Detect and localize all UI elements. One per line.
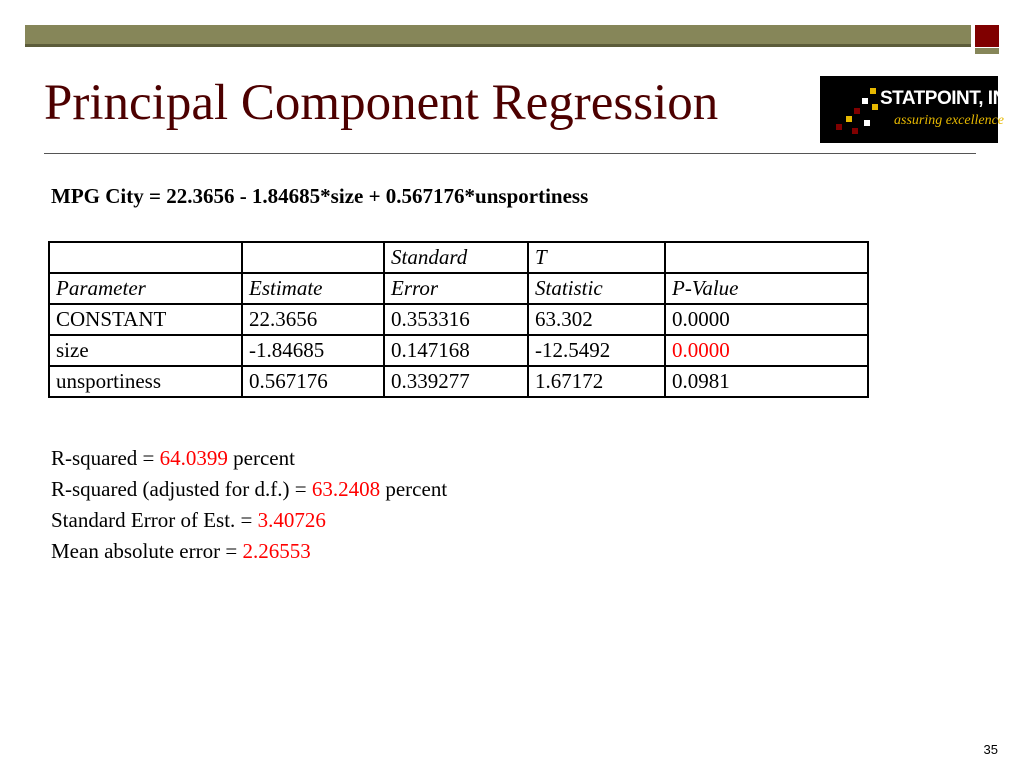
- mae-label: Mean absolute error =: [51, 539, 243, 563]
- parameter-table: [48, 241, 869, 398]
- logo-dot-icon: [872, 104, 878, 110]
- table-cell: 0.353316: [384, 304, 528, 335]
- r-squared-label: R-squared =: [51, 446, 160, 470]
- r-squared-adj-line: [51, 474, 447, 505]
- slide-title: Principal Component Regression: [44, 75, 719, 131]
- r-squared-suffix: percent: [227, 446, 295, 470]
- table-cell: -12.5492: [528, 335, 665, 366]
- table-header-cell: P-Value: [665, 273, 868, 304]
- std-error-line: [51, 505, 447, 536]
- table-cell: 0.567176: [242, 366, 384, 397]
- table-cell: 0.339277: [384, 366, 528, 397]
- r-squared-adj-value: 63.2408: [311, 477, 381, 501]
- r-squared-value: 64.0399: [159, 446, 228, 470]
- table-header-cell: Parameter: [49, 273, 242, 304]
- logo-dot-icon: [836, 124, 842, 130]
- logo-dot-icon: [864, 120, 870, 126]
- logo-tagline: assuring excellence: [894, 113, 1005, 128]
- table-cell-highlight: 0.0000: [665, 335, 868, 366]
- table-cell: 0.147168: [384, 335, 528, 366]
- table-header-cell: Error: [384, 273, 528, 304]
- table-header-cell: Standard: [384, 242, 528, 273]
- table-cell: -1.84685: [242, 335, 384, 366]
- table-header-cell: Statistic: [528, 273, 665, 304]
- table-header-cell: [242, 242, 384, 273]
- std-error-value: 3.40726: [257, 508, 326, 532]
- table-header-row: [49, 273, 868, 304]
- table-cell: 22.3656: [242, 304, 384, 335]
- logo-dot-icon: [870, 88, 876, 94]
- regression-equation: MPG City = 22.3656 - 1.84685*size + 0.567176*unsportiness: [51, 184, 589, 208]
- r-squared-line: [51, 443, 447, 474]
- logo-dot-icon: [862, 98, 868, 104]
- table-cell: 1.67172: [528, 366, 665, 397]
- table-row: [49, 304, 868, 335]
- logo-dot-icon: [852, 128, 858, 134]
- table-header-cell: [665, 242, 868, 273]
- logo-name: STATPOINT, INC.: [880, 88, 1024, 109]
- table-cell: 63.302: [528, 304, 665, 335]
- header-bar-accent: [975, 25, 999, 47]
- table-cell: 0.0981: [665, 366, 868, 397]
- table-cell: CONSTANT: [49, 304, 242, 335]
- title-divider: [44, 153, 976, 154]
- table-row: [49, 335, 868, 366]
- table-header-cell: [49, 242, 242, 273]
- page-number: 35: [983, 742, 998, 757]
- table-header-cell: Estimate: [242, 273, 384, 304]
- table-header-row: [49, 242, 868, 273]
- table-cell: size: [49, 335, 242, 366]
- logo-dot-icon: [846, 116, 852, 122]
- statpoint-logo: [820, 76, 1024, 143]
- mae-value: 2.26553: [242, 539, 311, 563]
- table-cell: unsportiness: [49, 366, 242, 397]
- std-error-label: Standard Error of Est. =: [51, 508, 258, 532]
- table-cell: 0.0000: [665, 304, 868, 335]
- header-bar: [25, 25, 971, 47]
- mae-line: [51, 536, 447, 567]
- header-bar-accent-lower: [975, 48, 999, 54]
- table-header-cell: T: [528, 242, 665, 273]
- r-squared-adj-suffix: percent: [380, 477, 448, 501]
- table-row: [49, 366, 868, 397]
- fit-statistics: [51, 443, 447, 567]
- logo-dot-icon: [854, 108, 860, 114]
- r-squared-adj-label: R-squared (adjusted for d.f.) =: [51, 477, 312, 501]
